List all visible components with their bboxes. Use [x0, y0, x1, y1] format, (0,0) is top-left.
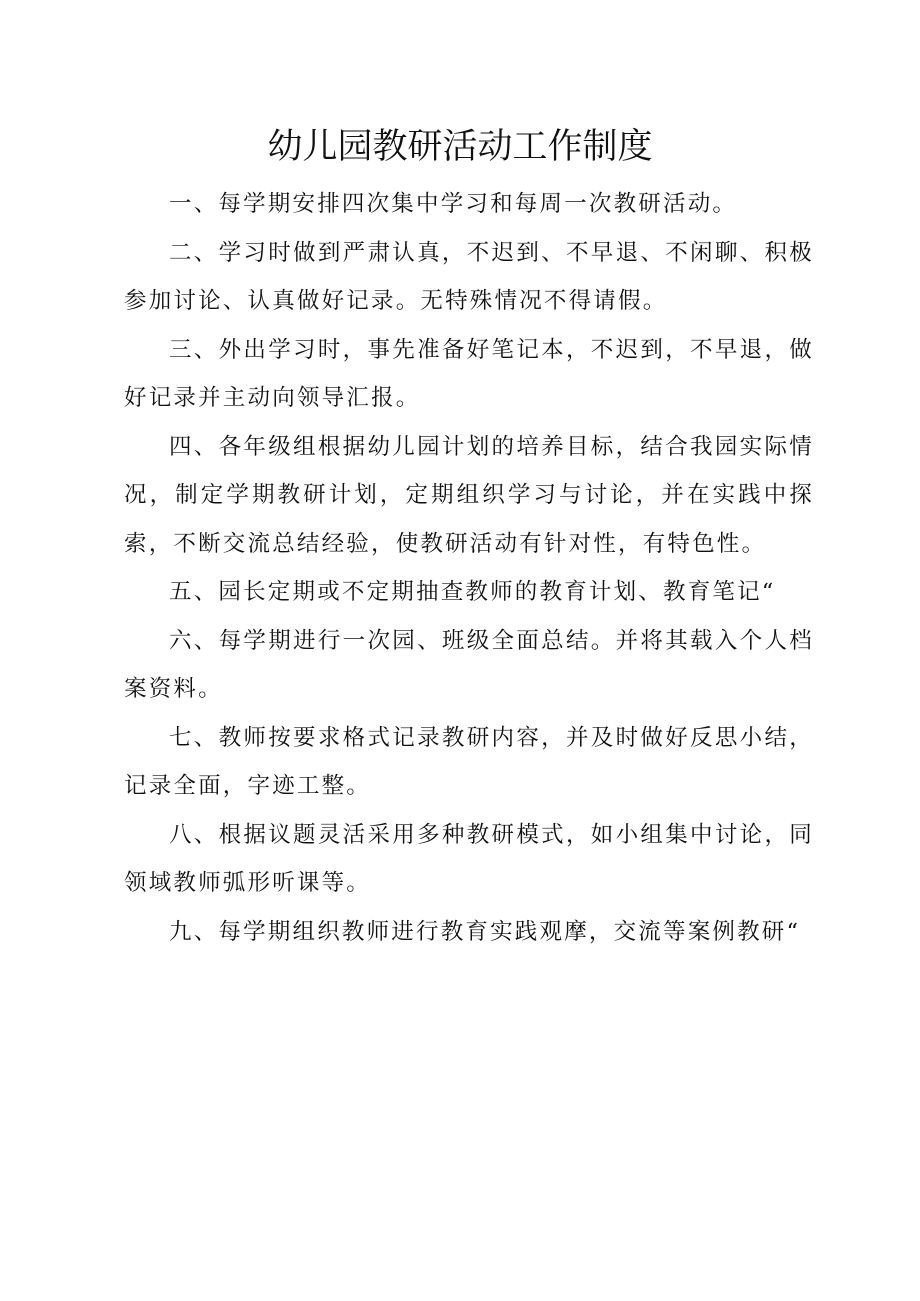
paragraph-1: 一、每学期安排四次集中学习和每周一次教研活动。: [169, 191, 738, 217]
paragraph-9: 九、每学期组织教师进行教育实践观摩，交流等案例教研“: [169, 918, 801, 945]
paragraph-8: 八、根据议题灵活采用多种教研模式，如小组集中讨论，同领域教师弧形听课等。: [124, 821, 814, 896]
paragraph-7: 七、教师按要求格式记录教研内容，并及时做好反思小结，记录全面，字迹工整。: [124, 724, 814, 799]
document-body: [124, 180, 814, 956]
paragraph-5: 五、园长定期或不定期抽查教师的教育计划、教育笔记“: [169, 579, 776, 605]
paragraph-4: 四、各年级组根据幼儿园计划的培养目标，结合我园实际情况，制定学期教研计划，定期组织学习与讨论，并在实践中探索，不断交流总结经验，使教研活动有针对性，有特色性。: [124, 433, 814, 557]
paragraph-6: 六、每学期进行一次园、班级全面总结。并将其载入个人档案资料。: [124, 627, 814, 702]
document-title: 幼儿园教研活动工作制度: [267, 127, 653, 167]
paragraph-2: 二、学习时做到严肃认真，不迟到、不早退、不闲聊、积极参加讨论、认真做好记录。无特殊情况不得请假。: [124, 239, 814, 314]
paragraph-3: 三、外出学习时，事先准备好笔记本，不迟到，不早退，做好记录并主动向领导汇报。: [124, 336, 814, 411]
